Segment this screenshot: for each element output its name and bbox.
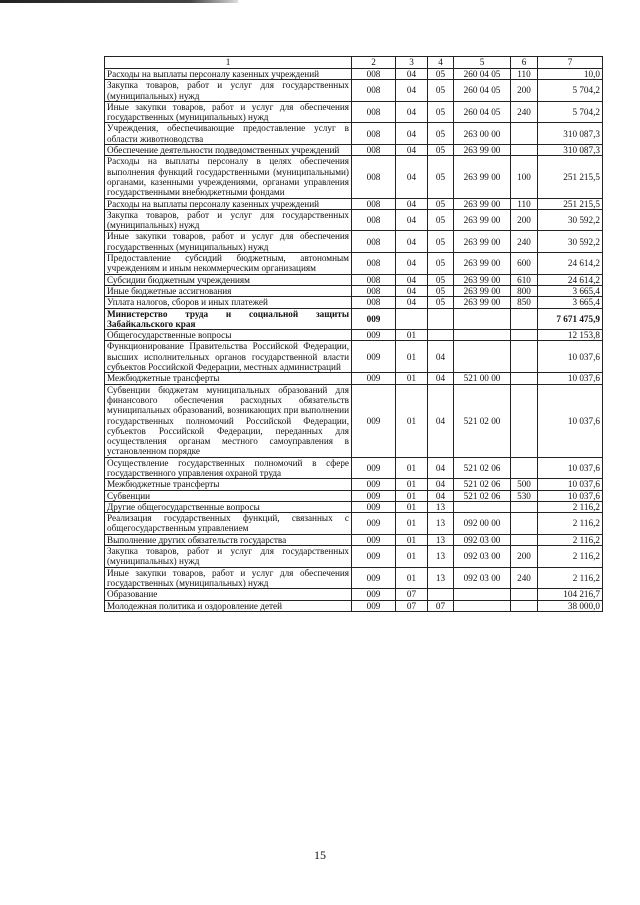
cell-expense-type: 530	[511, 490, 538, 501]
cell-ministry-code: 008	[352, 69, 396, 80]
cell-target-article: 521 02 06	[454, 457, 511, 479]
cell-target-article: 092 03 00	[454, 546, 511, 568]
cell-subsection: 05	[428, 69, 454, 80]
cell-expense-type	[511, 534, 538, 545]
cell-target-article: 263 99 00	[454, 274, 511, 285]
cell-amount: 2 116,2	[538, 513, 603, 535]
table-row	[105, 123, 603, 145]
cell-amount: 30 592,2	[538, 231, 603, 253]
cell-name: Межбюджетные трансферты	[105, 373, 352, 384]
cell-section: 04	[396, 297, 428, 308]
cell-subsection: 04	[428, 490, 454, 501]
cell-ministry-code: 009	[352, 501, 396, 512]
cell-name: Функционирование Правительства Российской Федерации, высших исполнительных органов государственной власти субъектов Российской Федерации, местных администраций	[105, 341, 352, 373]
budget-table	[104, 56, 603, 612]
cell-expense-type: 610	[511, 274, 538, 285]
cell-ministry-code: 008	[352, 123, 396, 145]
header-col-4: 4	[428, 57, 454, 69]
cell-ministry-code: 008	[352, 198, 396, 209]
cell-section: 04	[396, 231, 428, 253]
cell-target-article: 092 00 00	[454, 513, 511, 535]
cell-section: 04	[396, 69, 428, 80]
cell-ministry-code: 009	[352, 384, 396, 457]
cell-ministry-code: 008	[352, 101, 396, 123]
cell-target-article: 092 03 00	[454, 534, 511, 545]
cell-expense-type: 600	[511, 253, 538, 275]
header-col-1: 1	[105, 57, 352, 69]
cell-ministry-code: 009	[352, 479, 396, 490]
cell-section: 01	[396, 501, 428, 512]
cell-section: 04	[396, 123, 428, 145]
table-row	[105, 373, 603, 384]
cell-section: 04	[396, 209, 428, 231]
cell-subsection: 05	[428, 156, 454, 198]
cell-amount: 7 671 475,9	[538, 308, 603, 330]
cell-section: 01	[396, 373, 428, 384]
cell-amount: 2 116,2	[538, 567, 603, 589]
cell-subsection: 05	[428, 123, 454, 145]
cell-ministry-code: 009	[352, 330, 396, 341]
cell-ministry-code: 009	[352, 308, 396, 330]
cell-expense-type	[511, 308, 538, 330]
cell-section: 01	[396, 567, 428, 589]
cell-amount: 2 116,2	[538, 534, 603, 545]
table-row	[105, 308, 603, 330]
cell-ministry-code: 008	[352, 80, 396, 102]
cell-subsection: 05	[428, 101, 454, 123]
cell-ministry-code: 008	[352, 209, 396, 231]
cell-name: Межбюджетные трансферты	[105, 479, 352, 490]
cell-target-article	[454, 341, 511, 373]
cell-subsection: 13	[428, 567, 454, 589]
cell-expense-type	[511, 330, 538, 341]
cell-name: Субвенции	[105, 490, 352, 501]
cell-amount: 310 087,3	[538, 145, 603, 156]
cell-expense-type: 100	[511, 156, 538, 198]
cell-amount: 24 614,2	[538, 253, 603, 275]
cell-expense-type	[511, 457, 538, 479]
cell-amount: 10 037,6	[538, 490, 603, 501]
cell-name: Общегосударственные вопросы	[105, 330, 352, 341]
table-row	[105, 490, 603, 501]
cell-amount: 10 037,6	[538, 341, 603, 373]
cell-amount: 10 037,6	[538, 457, 603, 479]
cell-section: 07	[396, 589, 428, 600]
cell-expense-type: 200	[511, 209, 538, 231]
cell-amount: 104 216,7	[538, 589, 603, 600]
cell-subsection	[428, 589, 454, 600]
table-row	[105, 457, 603, 479]
cell-subsection	[428, 308, 454, 330]
table-row	[105, 209, 603, 231]
cell-subsection: 05	[428, 145, 454, 156]
table-row	[105, 253, 603, 275]
cell-subsection: 05	[428, 285, 454, 296]
cell-section: 04	[396, 101, 428, 123]
cell-target-article: 263 99 00	[454, 285, 511, 296]
cell-target-article: 263 99 00	[454, 297, 511, 308]
table-header-row	[105, 57, 603, 69]
cell-amount: 5 704,2	[538, 101, 603, 123]
cell-section: 04	[396, 156, 428, 198]
cell-section: 07	[396, 600, 428, 611]
table-row	[105, 341, 603, 373]
cell-target-article: 521 00 00	[454, 373, 511, 384]
cell-ministry-code: 008	[352, 145, 396, 156]
cell-subsection: 04	[428, 373, 454, 384]
cell-subsection: 04	[428, 341, 454, 373]
cell-subsection: 05	[428, 198, 454, 209]
cell-target-article: 263 99 00	[454, 145, 511, 156]
cell-target-article: 263 99 00	[454, 156, 511, 198]
table-row	[105, 80, 603, 102]
cell-target-article: 263 99 00	[454, 231, 511, 253]
table-row	[105, 513, 603, 535]
cell-amount: 10 037,6	[538, 384, 603, 457]
cell-section: 01	[396, 479, 428, 490]
cell-ministry-code: 009	[352, 513, 396, 535]
cell-section: 01	[396, 513, 428, 535]
table-row	[105, 145, 603, 156]
cell-subsection: 05	[428, 253, 454, 275]
cell-subsection: 13	[428, 513, 454, 535]
cell-amount: 38 000,0	[538, 600, 603, 611]
cell-subsection: 13	[428, 534, 454, 545]
cell-subsection	[428, 330, 454, 341]
cell-subsection: 05	[428, 231, 454, 253]
cell-target-article: 263 99 00	[454, 209, 511, 231]
cell-subsection: 13	[428, 501, 454, 512]
table-body	[105, 69, 603, 612]
cell-amount: 5 704,2	[538, 80, 603, 102]
cell-ministry-code: 009	[352, 457, 396, 479]
table-row	[105, 330, 603, 341]
table-row	[105, 567, 603, 589]
cell-expense-type: 240	[511, 231, 538, 253]
cell-name: Субсидии бюджетным учреждениям	[105, 274, 352, 285]
cell-expense-type: 800	[511, 285, 538, 296]
cell-name: Иные бюджетные ассигнования	[105, 285, 352, 296]
cell-name: Уплата налогов, сборов и иных платежей	[105, 297, 352, 308]
cell-target-article	[454, 501, 511, 512]
cell-ministry-code: 009	[352, 600, 396, 611]
cell-expense-type	[511, 373, 538, 384]
cell-ministry-code: 008	[352, 156, 396, 198]
cell-subsection: 04	[428, 384, 454, 457]
header-col-7: 7	[538, 57, 603, 69]
cell-ministry-code: 009	[352, 534, 396, 545]
page-number: 15	[314, 848, 326, 862]
cell-expense-type	[511, 123, 538, 145]
cell-name: Закупка товаров, работ и услуг для государственных (муниципальных) нужд	[105, 80, 352, 102]
cell-name: Иные закупки товаров, работ и услуг для обеспечения государственных (муниципальных) нужд	[105, 231, 352, 253]
table-row	[105, 101, 603, 123]
table-row	[105, 501, 603, 512]
cell-expense-type	[511, 501, 538, 512]
cell-expense-type: 110	[511, 198, 538, 209]
scan-edge-mark	[0, 0, 238, 3]
table-row	[105, 198, 603, 209]
table-row	[105, 297, 603, 308]
cell-ministry-code: 009	[352, 373, 396, 384]
cell-target-article: 521 02 06	[454, 479, 511, 490]
cell-name: Расходы на выплаты персоналу казенных учреждений	[105, 198, 352, 209]
cell-expense-type	[511, 145, 538, 156]
cell-amount: 10,0	[538, 69, 603, 80]
cell-target-article: 092 03 00	[454, 567, 511, 589]
cell-name: Расходы на выплаты персоналу в целях обеспечения выполнения функций государственными (муниципальными) органами, казенными учреждениями, органами управления государственными внебюджетными фондами	[105, 156, 352, 198]
table-row	[105, 600, 603, 611]
cell-name: Предоставление субсидий бюджетным, автономным учреждениям и иным некоммерческим организациям	[105, 253, 352, 275]
table-row	[105, 156, 603, 198]
cell-section: 01	[396, 384, 428, 457]
cell-target-article	[454, 600, 511, 611]
cell-amount: 30 592,2	[538, 209, 603, 231]
cell-target-article: 263 99 00	[454, 253, 511, 275]
cell-subsection: 05	[428, 80, 454, 102]
cell-name: Выполнение других обязательств государства	[105, 534, 352, 545]
cell-expense-type	[511, 341, 538, 373]
cell-section: 01	[396, 534, 428, 545]
cell-ministry-code: 009	[352, 567, 396, 589]
cell-expense-type: 200	[511, 80, 538, 102]
cell-section: 01	[396, 330, 428, 341]
cell-ministry-code: 009	[352, 589, 396, 600]
table-row	[105, 285, 603, 296]
cell-section: 04	[396, 253, 428, 275]
cell-target-article	[454, 589, 511, 600]
cell-section: 04	[396, 285, 428, 296]
header-col-2: 2	[352, 57, 396, 69]
table-row	[105, 274, 603, 285]
cell-expense-type: 240	[511, 101, 538, 123]
cell-subsection: 05	[428, 209, 454, 231]
cell-section: 04	[396, 145, 428, 156]
cell-expense-type	[511, 513, 538, 535]
cell-section	[396, 308, 428, 330]
table-row	[105, 546, 603, 568]
cell-ministry-code: 009	[352, 341, 396, 373]
cell-ministry-code: 008	[352, 297, 396, 308]
cell-name: Закупка товаров, работ и услуг для государственных (муниципальных) нужд	[105, 546, 352, 568]
cell-name: Расходы на выплаты персоналу казенных учреждений	[105, 69, 352, 80]
cell-name: Иные закупки товаров, работ и услуг для обеспечения государственных (муниципальных) нужд	[105, 567, 352, 589]
cell-target-article	[454, 308, 511, 330]
cell-target-article	[454, 330, 511, 341]
header-col-6: 6	[511, 57, 538, 69]
cell-name: Закупка товаров, работ и услуг для государственных (муниципальных) нужд	[105, 209, 352, 231]
cell-subsection: 05	[428, 274, 454, 285]
header-col-5: 5	[454, 57, 511, 69]
cell-name: Осуществление государственных полномочий в сфере государственного управления охраной труда	[105, 457, 352, 479]
cell-section: 04	[396, 274, 428, 285]
cell-subsection: 05	[428, 297, 454, 308]
cell-amount: 3 665,4	[538, 297, 603, 308]
cell-name: Субвенции бюджетам муниципальных образований для финансового обеспечения расходных обязательств муниципальных образований, возникающих при выполнении государственных полномочий Российской Федерации, субъектов Российской Федерации, переданных для осуществления органам местного самоуправления в установленном порядке	[105, 384, 352, 457]
cell-amount: 10 037,6	[538, 373, 603, 384]
cell-name: Реализация государственных функций, связанных с общегосударственным управлением	[105, 513, 352, 535]
table-row	[105, 231, 603, 253]
cell-ministry-code: 009	[352, 490, 396, 501]
header-col-3: 3	[396, 57, 428, 69]
table-row	[105, 384, 603, 457]
cell-expense-type	[511, 589, 538, 600]
cell-name: Другие общегосударственные вопросы	[105, 501, 352, 512]
cell-ministry-code: 008	[352, 231, 396, 253]
cell-name: Молодежная политика и оздоровление детей	[105, 600, 352, 611]
cell-target-article: 521 02 00	[454, 384, 511, 457]
cell-expense-type: 240	[511, 567, 538, 589]
table-row	[105, 69, 603, 80]
table-row	[105, 479, 603, 490]
cell-subsection: 04	[428, 457, 454, 479]
cell-target-article: 260 04 05	[454, 80, 511, 102]
cell-name: Образование	[105, 589, 352, 600]
cell-expense-type: 110	[511, 69, 538, 80]
table-row	[105, 589, 603, 600]
cell-amount: 3 665,4	[538, 285, 603, 296]
cell-section: 01	[396, 546, 428, 568]
cell-subsection: 13	[428, 546, 454, 568]
cell-section: 01	[396, 457, 428, 479]
cell-section: 01	[396, 341, 428, 373]
cell-amount: 310 087,3	[538, 123, 603, 145]
cell-name: Обеспечение деятельности подведомственных учреждений	[105, 145, 352, 156]
cell-subsection: 07	[428, 600, 454, 611]
cell-amount: 10 037,6	[538, 479, 603, 490]
cell-amount: 251 215,5	[538, 156, 603, 198]
cell-expense-type	[511, 600, 538, 611]
cell-expense-type	[511, 384, 538, 457]
cell-ministry-code: 008	[352, 274, 396, 285]
cell-section: 04	[396, 198, 428, 209]
cell-target-article: 260 04 05	[454, 101, 511, 123]
cell-expense-type: 500	[511, 479, 538, 490]
cell-name: Учреждения, обеспечивающие предоставление услуг в области животноводства	[105, 123, 352, 145]
cell-amount: 251 215,5	[538, 198, 603, 209]
cell-target-article: 260 04 05	[454, 69, 511, 80]
cell-amount: 2 116,2	[538, 546, 603, 568]
cell-expense-type: 200	[511, 546, 538, 568]
cell-subsection: 04	[428, 479, 454, 490]
cell-expense-type: 850	[511, 297, 538, 308]
cell-target-article: 263 00 00	[454, 123, 511, 145]
cell-ministry-code: 009	[352, 546, 396, 568]
table-row	[105, 534, 603, 545]
cell-amount: 2 116,2	[538, 501, 603, 512]
cell-amount: 24 614,2	[538, 274, 603, 285]
cell-target-article: 263 99 00	[454, 198, 511, 209]
cell-target-article: 521 02 06	[454, 490, 511, 501]
cell-name: Иные закупки товаров, работ и услуг для обеспечения государственных (муниципальных) нужд	[105, 101, 352, 123]
cell-section: 01	[396, 490, 428, 501]
cell-section: 04	[396, 80, 428, 102]
cell-name: Министерство труда и социальной защиты Забайкальского края	[105, 308, 352, 330]
cell-amount: 12 153,8	[538, 330, 603, 341]
cell-ministry-code: 008	[352, 253, 396, 275]
cell-ministry-code: 008	[352, 285, 396, 296]
